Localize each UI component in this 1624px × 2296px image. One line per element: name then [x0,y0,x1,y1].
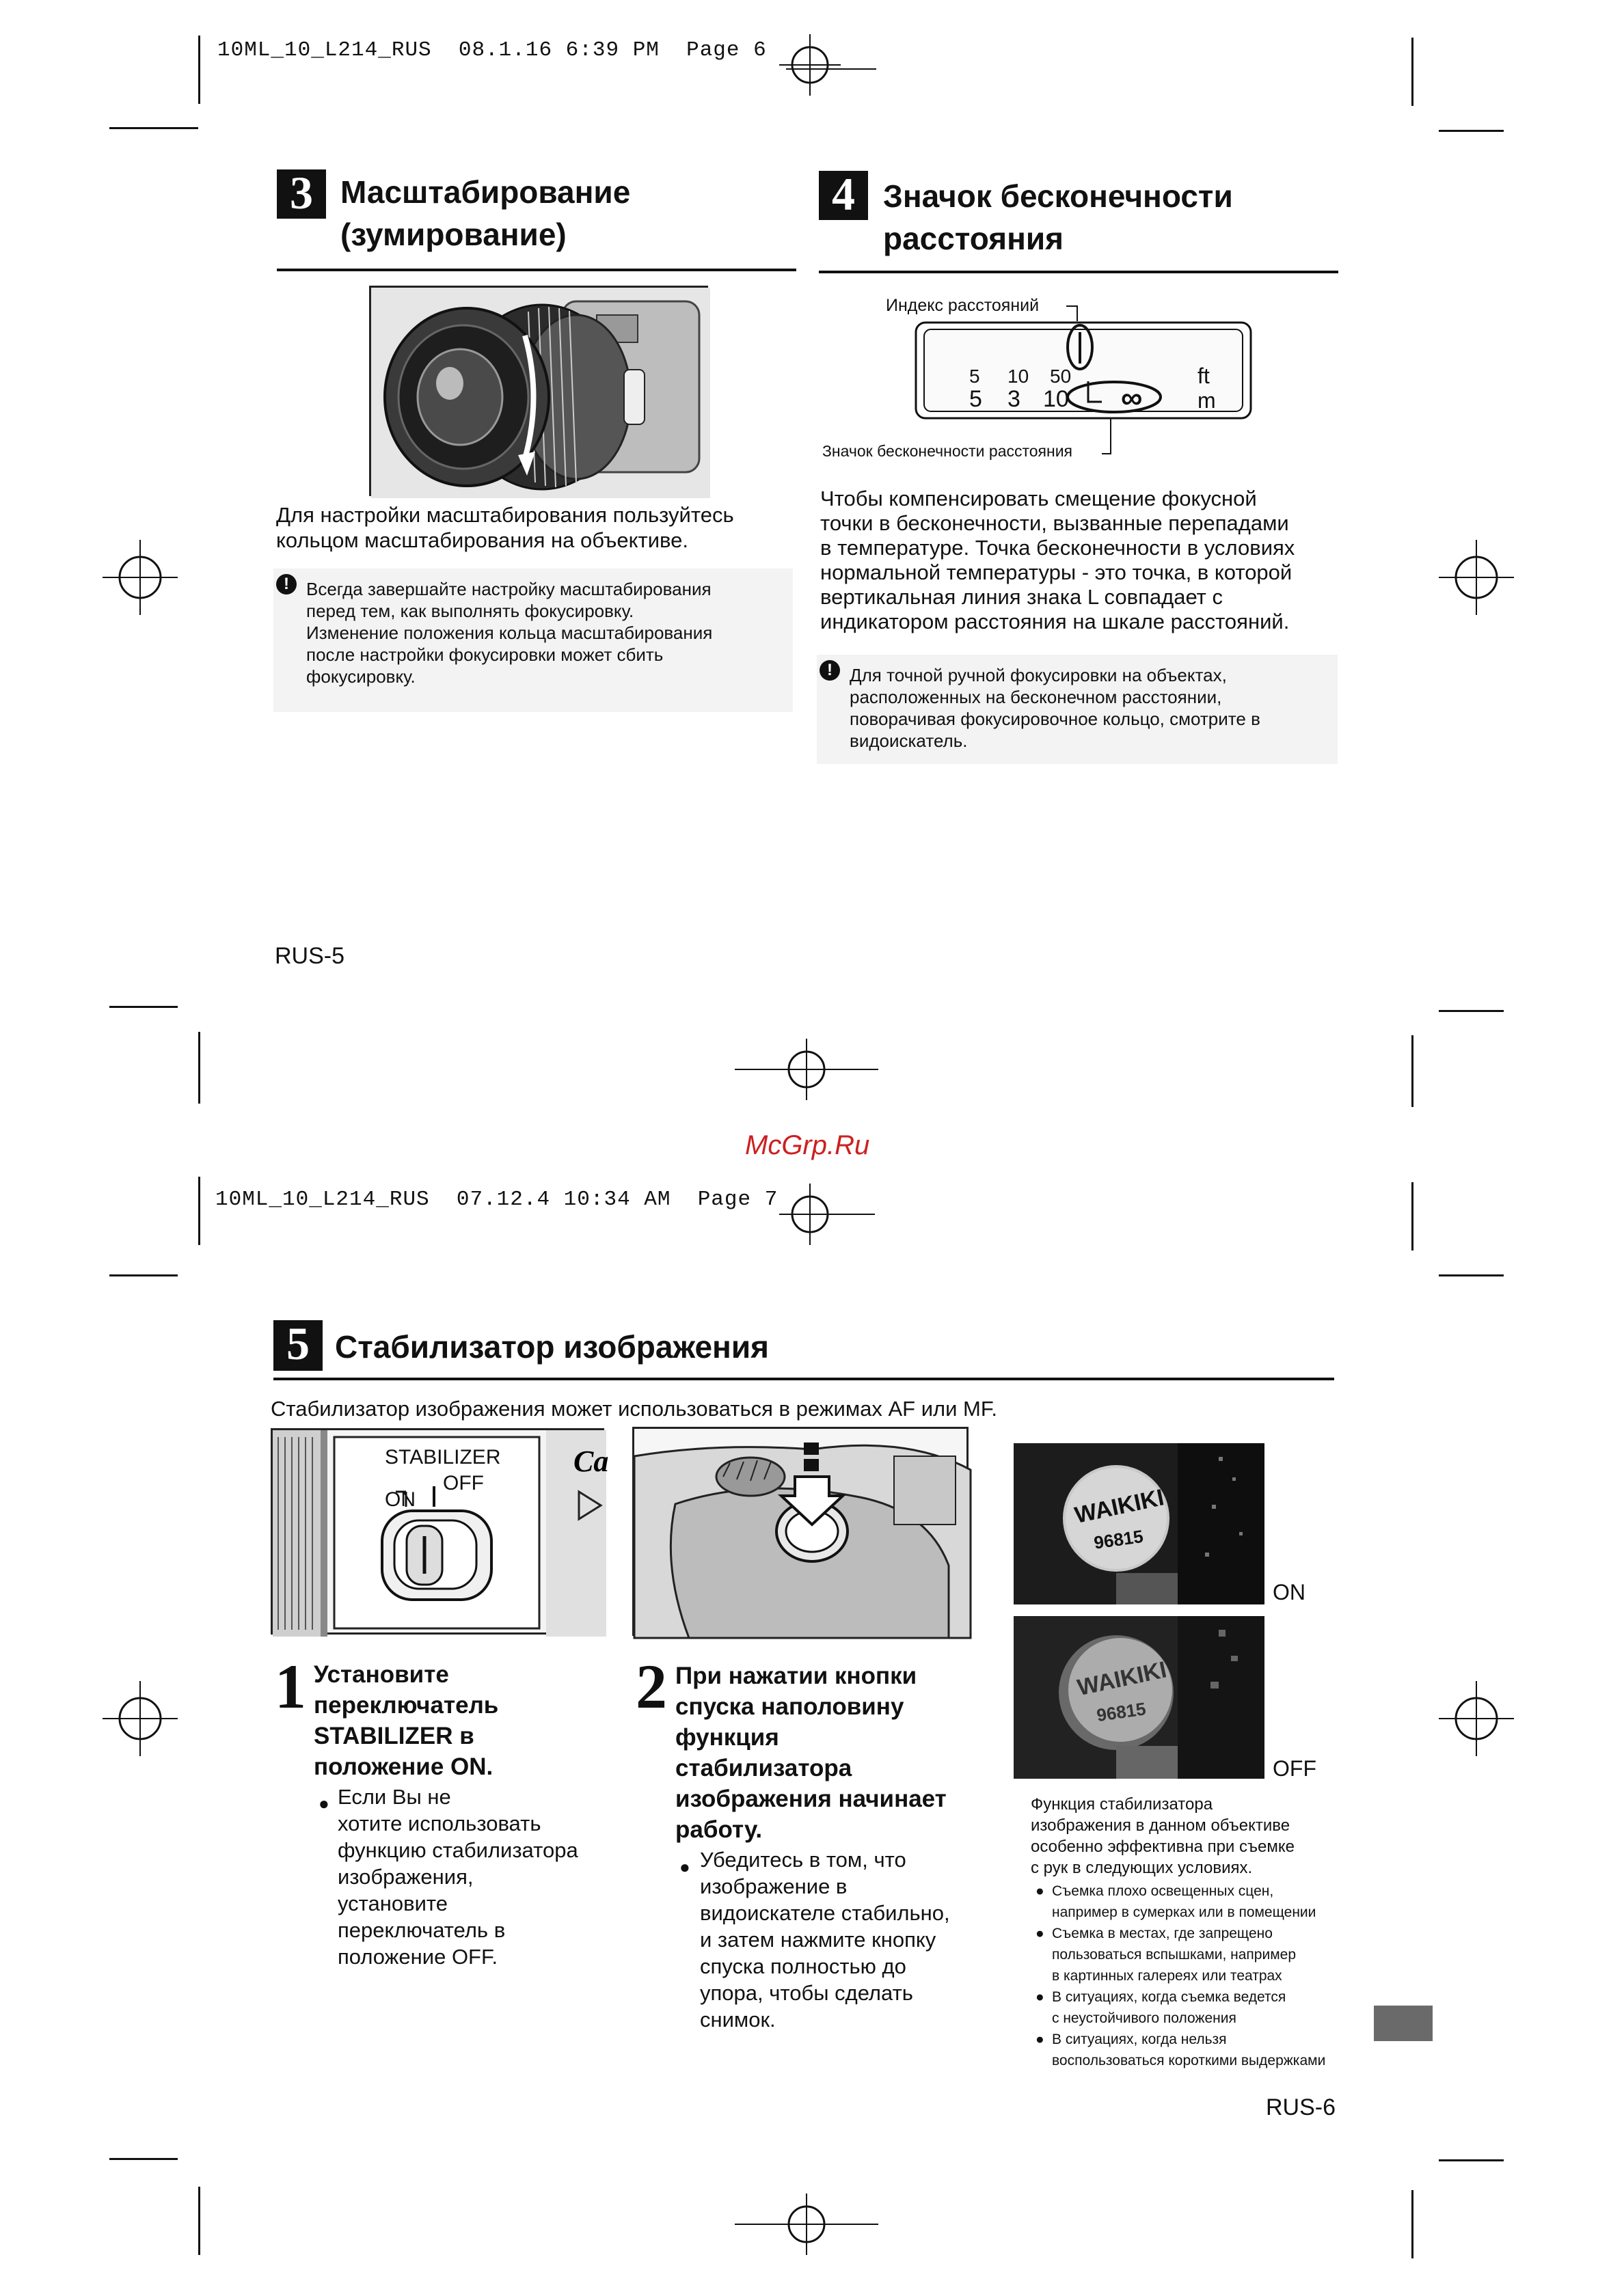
crop-mark-horizontal [109,2158,178,2160]
note-line: расположенных на бесконечном расстоянии, [850,687,1222,707]
body-line: индикатором расстояния на шкале расстояний. [820,610,1290,633]
bullet-line: функцию стабилизатора [338,1838,578,1862]
crop-mark-horizontal [1439,2159,1504,2161]
body-line: вертикальная линия знака L совпадает с [820,585,1223,609]
side-bullets [1036,1881,1325,2071]
shutter-button-figure [632,1427,969,1636]
print-slug-bottom: 10ML_10_L214_RUS 07.12.4 10:34 AM Page 7 [215,1188,779,1212]
section-rule [819,271,1338,273]
scale-ft-value: 50 [1050,366,1072,387]
switch-label: STABILIZER [385,1446,501,1468]
scale-ft-value: 10 [1007,366,1029,387]
lens-zoom-ring-figure [369,286,708,496]
crop-mark-horizontal [109,127,198,129]
svg-text:WAIKIKI: WAIKIKI [1074,1656,1169,1702]
body-line: точки в бесконечности, вызванные перепадами [820,511,1289,535]
bullet-dot: ● [679,1857,690,1877]
crop-mark-vertical [1411,2190,1413,2258]
bullet-line: положение OFF. [338,1945,498,1969]
section4-note [817,655,1338,764]
side-bullet-line: с неустойчивого положения [1052,2010,1236,2026]
note-line: перед тем, как выполнять фокусировку. [306,601,634,621]
switch-on-label: ON [385,1488,416,1511]
photo-off-label: OFF [1273,1756,1316,1781]
step-title-line: При нажатии кнопки [675,1663,917,1689]
side-bullet: ● В ситуациях, когда нельзя воспользоваться короткими выдержками [1036,2029,1325,2071]
note-line: Для точной ручной фокусировки на объектах, [850,665,1227,685]
svg-text:96815: 96815 [1095,1698,1148,1726]
step-bullet [700,1846,950,2033]
photo-stabilizer-off [1014,1616,1264,1779]
note-line: видоискатель. [850,730,968,751]
bullet-line: Убедитесь в том, что [700,1848,906,1872]
page-number: RUS-5 [275,943,345,969]
page-number: RUS-6 [1266,2094,1336,2120]
bullet-line: видоискателе стабильно, [700,1901,950,1925]
note-line: Всегда завершайте настройку масштабирования [306,579,712,599]
side-intro [1031,1794,1295,1878]
body-line: нормальной температуры - это точка, в которой [820,560,1293,584]
note-line: поворачивая фокусировочное кольцо, смотрите в [850,709,1260,729]
svg-text:Ca: Ca [573,1445,609,1478]
section3-note [273,569,793,712]
section-rule [273,1378,1334,1380]
registration-mark [103,540,178,615]
side-bullet-line: Съемка в местах, где запрещено [1052,1926,1273,1941]
thumb-index-tab [1374,2006,1433,2041]
unit-m: m [1197,388,1216,413]
step-number: 2 [636,1652,667,1721]
photo-sign-num: 96815 [1092,1525,1145,1553]
side-bullet: ● В ситуациях, когда съемка ведется с неустойчивого положения [1036,1986,1325,2029]
section-title [340,171,630,256]
step-number: 1 [275,1652,306,1721]
body-line: в температуре. Точка бесконечности в условиях [820,536,1295,560]
registration-mark [735,2194,878,2255]
note-line: Изменение положения кольца масштабирования [306,623,713,643]
unit-ft: ft [1197,364,1210,388]
caution-icon: ! [276,574,297,594]
registration-mark [779,34,841,96]
note-line: после настройки фокусировки может сбить [306,644,664,665]
registration-mark [1439,540,1514,615]
section3-body [276,502,796,553]
step-title-line: стабилизатора [675,1755,852,1781]
crop-mark-vertical [198,1177,200,1245]
side-bullet: ● Съемка плохо освещенных сцен, например в сумерках или в помещении [1036,1881,1325,1923]
registration-mark [1439,1681,1514,1756]
crop-mark-vertical [1411,1182,1413,1250]
distance-index-label: Индекс расстояний [886,296,1040,315]
section-title-line: Значок бесконечности [883,178,1233,214]
bullet-line: изображения, [338,1865,474,1889]
side-bullet-line: пользоваться вспышками, например [1052,1947,1297,1963]
print-slug-top: 10ML_10_L214_RUS 08.1.16 6:39 PM Page 6 [217,38,767,62]
scale-ft-value: 5 [969,366,980,387]
section-title-line: расстояния [883,221,1064,256]
section-title-line: (зумирование) [340,217,567,252]
note-line: фокусировку. [306,666,416,687]
photo-stabilizer-on [1014,1443,1264,1604]
section-number-badge: 3 [277,169,326,219]
step-title [314,1659,498,1782]
crop-mark-vertical [198,36,200,104]
bullet-line: спуска полностью до [700,1954,906,1978]
crop-mark-vertical [1411,38,1413,106]
step-title-line: спуска наполовину [675,1693,904,1720]
step-title-line: STABILIZER в [314,1723,474,1749]
crop-mark-vertical [198,2187,200,2255]
infinity-mark: ∞ [1121,381,1143,415]
switch-off-label: OFF [443,1472,484,1494]
section-title-line: Масштабирование [340,174,631,210]
section-number-badge: 5 [273,1320,323,1371]
side-intro-line: с рук в следующих условиях. [1031,1859,1253,1877]
infinity-mark-label: Значок бесконечности расстояния [822,442,1073,460]
crop-mark-horizontal [1439,130,1504,132]
bullet-line: изображение в [700,1874,848,1898]
crop-mark-horizontal [1439,1274,1504,1276]
bullet-line: и затем нажмите кнопку [700,1928,936,1952]
bullet-line: переключатель в [338,1918,506,1942]
scale-m-value: 5 [969,386,982,412]
registration-mark [735,1039,878,1100]
crop-mark-horizontal [1439,1010,1504,1012]
step-bullet [338,1784,578,1970]
section-number-badge: 4 [819,171,868,220]
bullet-line: установите [338,1891,448,1915]
step-title-line: работу. [675,1816,763,1843]
side-bullet-line: например в сумерках или в помещении [1052,1904,1316,1920]
side-bullet-line: В ситуациях, когда съемка ведется [1052,1989,1286,2005]
watermark: McGrp.Ru [745,1130,870,1160]
body-line: Чтобы компенсировать смещение фокусной [820,487,1257,510]
section-rule [277,269,796,271]
section4-body [820,487,1340,634]
side-intro-line: особенно эффективна при съемке [1031,1837,1295,1856]
photo-sign-text: WAIKIKI [1072,1484,1167,1529]
crop-mark-horizontal [109,1274,178,1276]
section-title [883,175,1233,260]
bullet-line: снимок. [700,2008,776,2032]
step-title-line: изображения начинает [675,1786,947,1812]
crop-mark-horizontal [109,1006,178,1008]
photo-on-label: ON [1273,1580,1305,1604]
crop-mark-vertical [1411,1035,1413,1107]
body-line: Для настройки масштабирования пользуйтесь [276,503,734,527]
step-title [675,1660,947,1845]
side-bullet: ● Съемка в местах, где запрещено пользоваться вспышками, например в картинных галереях или театрах [1036,1923,1325,1986]
side-intro-line: Функция стабилизатора [1031,1795,1213,1814]
side-bullet-line: Съемка плохо освещенных сцен, [1052,1883,1274,1899]
side-bullet-line: воспользоваться короткими выдержками [1052,2053,1326,2068]
bullet-line: упора, чтобы сделать [700,1981,913,2005]
step-title-line: переключатель [314,1692,499,1719]
step-title-line: функция [675,1724,779,1751]
crop-mark-vertical [198,1032,200,1104]
section5-intro: Стабилизатор изображения может использоваться в режимах AF или MF. [271,1397,997,1421]
registration-mark [103,1681,178,1756]
caution-icon: ! [820,660,840,681]
step-title-line: Установите [314,1661,449,1688]
scale-m-value: 3 [1007,386,1020,412]
body-line: кольцом масштабирования на объективе. [276,528,689,552]
side-intro-line: изображения в данном объективе [1031,1816,1290,1835]
side-bullet-line: В ситуациях, когда нельзя [1052,2032,1227,2047]
step-title-line: положение ON. [314,1753,493,1780]
scale-m-value: 10 [1043,386,1069,412]
bullet-line: хотите использовать [338,1812,541,1835]
registration-mark [779,1184,875,1245]
section-title: Стабилизатор изображения [335,1329,769,1365]
side-bullet-line: в картинных галереях или театрах [1052,1968,1282,1984]
bullet-line: Если Вы не [338,1785,451,1809]
bullet-dot: ● [319,1793,329,1814]
